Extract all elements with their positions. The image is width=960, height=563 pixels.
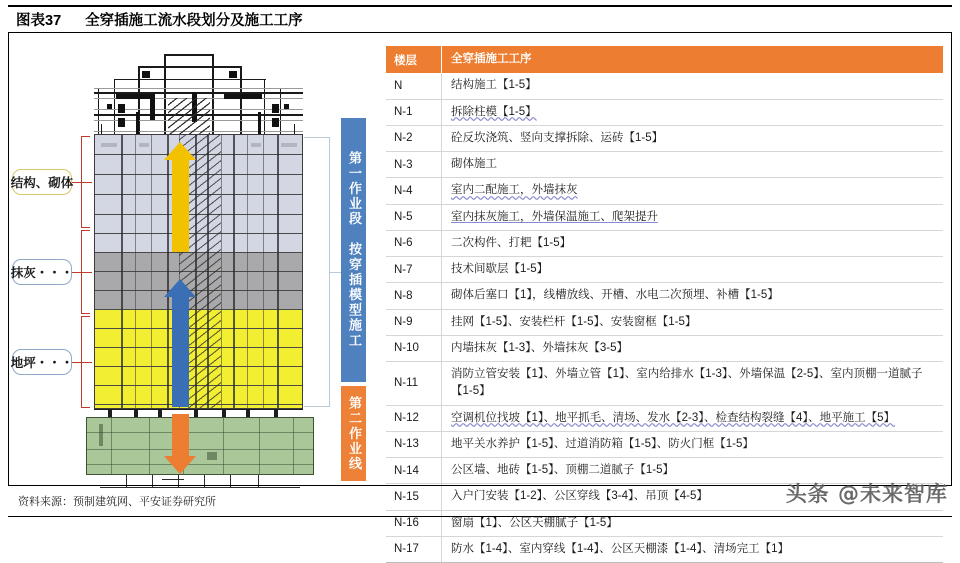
cell-floor: N-6 <box>394 237 413 250</box>
cell-process: 二次构件、打耙【1-5】 <box>441 231 943 256</box>
building-podium <box>86 417 314 475</box>
work-section-band-second-text: 第二作业线 <box>346 395 362 472</box>
table-row <box>386 178 943 204</box>
building-crown-section <box>94 54 303 134</box>
table-row <box>386 205 943 231</box>
zone-label-floor-text: 地坪・・・ <box>10 356 74 370</box>
cell-process: 防水【1-4】、室内穿线【1-4】、公区天棚漆【1-4】、清场完工【1】 <box>441 537 943 562</box>
building-diagram <box>8 36 378 481</box>
cell-process: 砌体后塞口【1】，线槽放线、开槽、水电二次预埋、补槽【1-5】 <box>441 283 943 308</box>
cell-floor: N-1 <box>394 106 413 119</box>
zone-label-floor <box>12 349 72 375</box>
watermark: 头条 @未来智库 <box>785 482 948 506</box>
cell-floor: N-15 <box>394 490 419 503</box>
zone-bracket-floor <box>81 316 93 408</box>
zone-bracket-structure <box>81 136 93 228</box>
cell-process: 室内二配施工，外墙抹灰 <box>441 178 943 203</box>
table-row <box>386 231 943 257</box>
cell-process: 公区墙、地砖【1-5】、顶棚二道腻子【1-5】 <box>441 458 943 483</box>
cell-floor: N-10 <box>394 342 419 355</box>
cell-floor: N-7 <box>394 263 413 276</box>
table-row <box>386 432 943 458</box>
cell-process: 结构施工【1-5】 <box>441 73 943 98</box>
cell-process: 室内抹灰施工，外墙保温施工、爬架提升 <box>441 205 943 230</box>
table-row <box>386 537 943 563</box>
page-title: 全穿插施工流水段划分及施工工序 <box>85 13 303 29</box>
blue-up-arrow <box>164 279 197 407</box>
figure-number: 图表37 <box>16 13 62 29</box>
cell-floor: N-14 <box>394 464 419 477</box>
table-row <box>386 362 943 406</box>
cell-process: 消防立管安装【1】、外墙立管【1】、室内给排水【1-3】、外墙保温【2-5】、室内顶棚一道腻子【1-5】 <box>441 362 943 405</box>
source-text: 资料来源：预制建筑网、平安证券研究所 <box>18 496 216 508</box>
table-row <box>386 336 943 362</box>
cell-process: 砼反坎浇筑、竖向支撑拆除、运砖【1-5】 <box>441 126 943 151</box>
cell-floor: N-16 <box>394 517 419 530</box>
table-row <box>386 310 943 336</box>
table-row <box>386 126 943 152</box>
cell-floor: N-8 <box>394 289 413 302</box>
zone-bracket-plaster <box>81 230 93 314</box>
cell-floor: N-17 <box>394 543 419 556</box>
cell-floor: N-4 <box>394 184 413 197</box>
table-row <box>386 73 943 99</box>
table-row <box>386 406 943 432</box>
orange-down-arrow <box>164 414 197 474</box>
cell-process: 砌体施工 <box>441 152 943 177</box>
cell-floor: N-13 <box>394 438 419 451</box>
cell-process: 入户门安装【1-2】、公区穿线【3-4】、吊顶【4-5】 <box>441 484 943 509</box>
zone-label-structure <box>12 169 72 195</box>
cell-process: 窗扇【1】、公区天棚腻子【1-5】 <box>441 511 943 536</box>
table-row <box>386 257 943 283</box>
cell-floor: N-9 <box>394 316 413 329</box>
work-section-band-first <box>341 118 366 382</box>
cell-floor: N-12 <box>394 412 419 425</box>
cell-process: 技术间歇层【1-5】 <box>441 257 943 282</box>
work-section-band-first-text: 第一作业段 按穿插模型施工 <box>346 151 362 349</box>
cell-floor: N-3 <box>394 158 413 171</box>
cell-process: 挂网【1-5】、安装栏杆【1-5】、安装窗框【1-5】 <box>441 310 943 335</box>
table-row <box>386 100 943 126</box>
cell-process: 地平关水养护【1-5】、过道消防箱【1-5】、防火门框【1-5】 <box>441 432 943 457</box>
work-section-band-second <box>341 386 366 481</box>
table-row <box>386 283 943 309</box>
cell-floor: N <box>394 79 403 92</box>
building-tower <box>94 134 303 409</box>
table-row <box>386 152 943 178</box>
figure-title-bar <box>8 5 952 33</box>
cell-process: 空调机位找坡【1】、地平抓毛、清场、发水【2-3】、检查结构裂缝【4】、地平施工【5】 <box>441 406 943 431</box>
cell-floor: N-5 <box>394 211 413 224</box>
column-header-process: 全穿插施工工序 <box>441 46 943 73</box>
zone-label-plaster-text: 抹灰・・・ <box>10 266 74 280</box>
zone-label-structure-text: 结构、砌体 <box>10 176 74 190</box>
table-header-row <box>386 46 943 73</box>
zone-label-plaster <box>12 259 72 285</box>
cell-process: 内墙抹灰【1-3】、外墙抹灰【3-5】 <box>441 336 943 361</box>
cell-floor: N-11 <box>394 377 419 390</box>
yellow-up-arrow <box>164 142 197 252</box>
cell-process: 拆除柱模【1-5】 <box>441 100 943 125</box>
cell-floor: N-2 <box>394 132 413 145</box>
column-header-floor: 楼层 <box>394 54 417 67</box>
